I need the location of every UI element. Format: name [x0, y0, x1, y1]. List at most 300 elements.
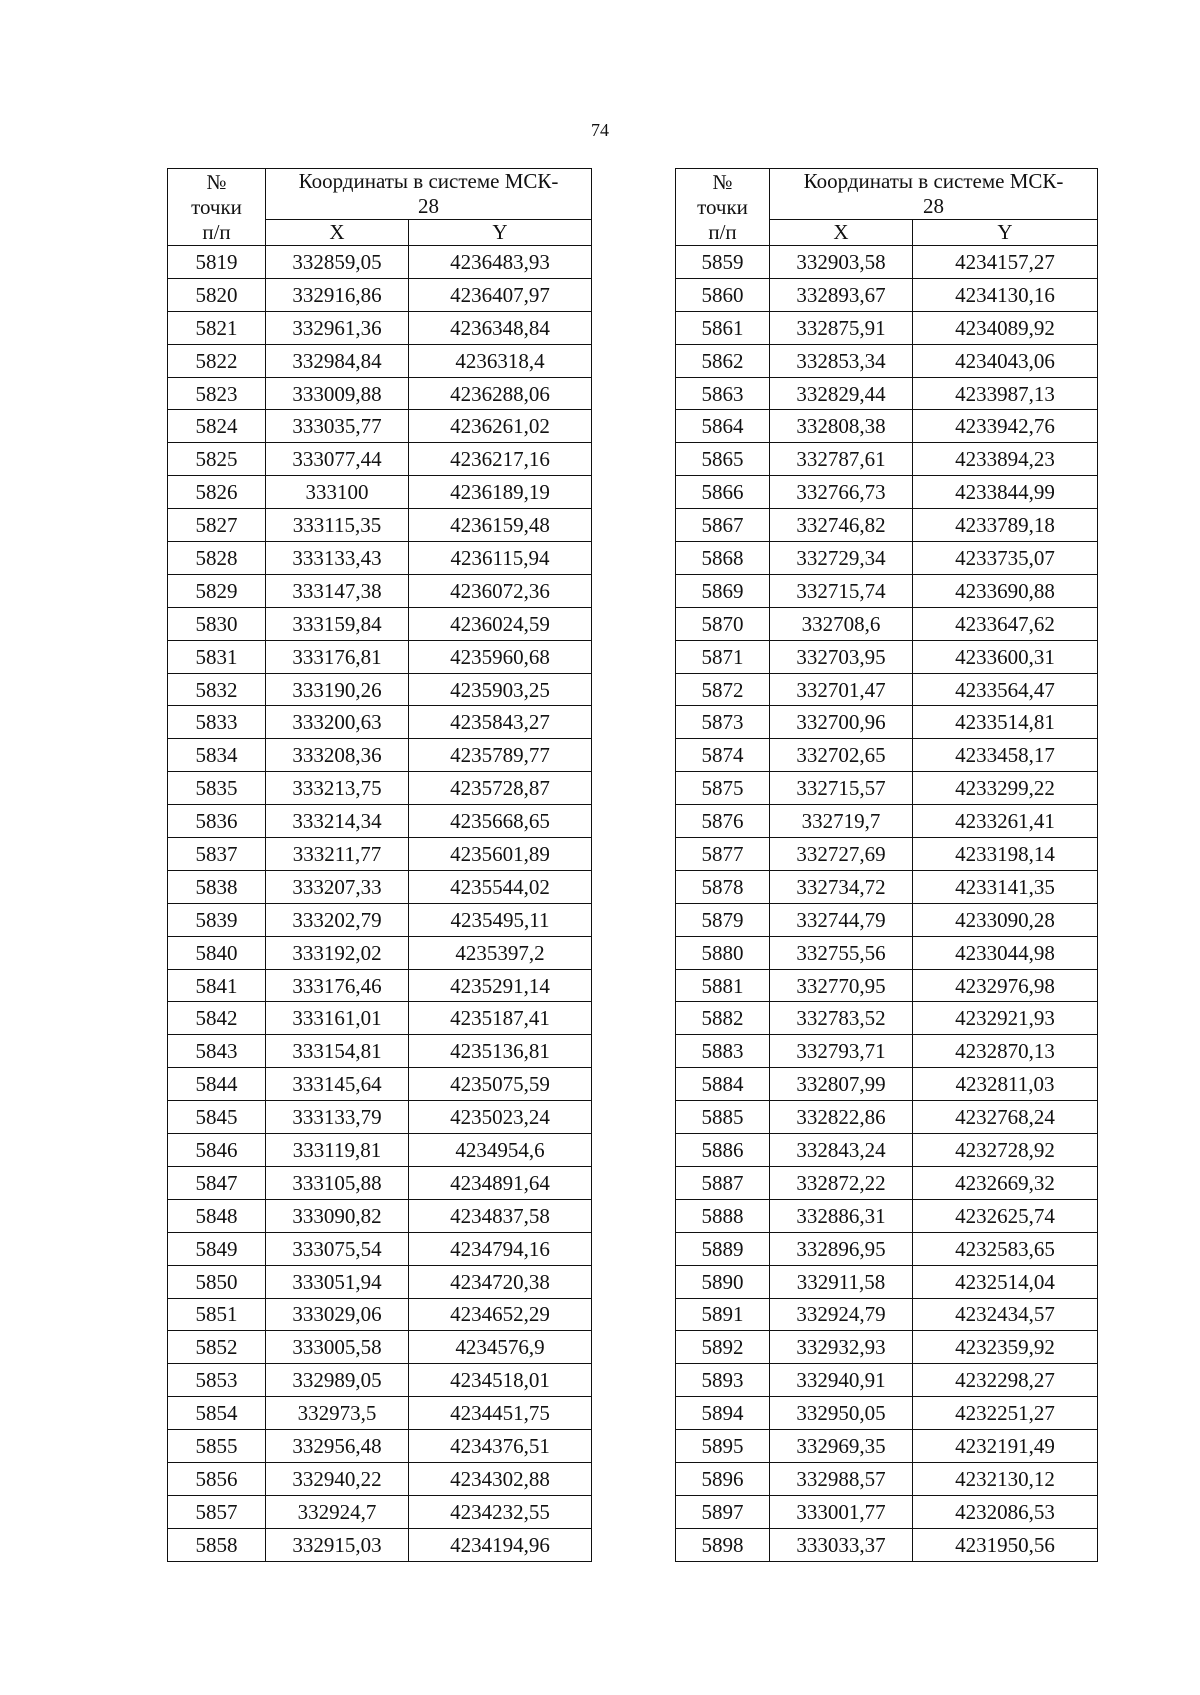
table-row — [168, 903, 592, 936]
point-number-cell: 5847 — [168, 1166, 266, 1199]
point-number-cell: 5834 — [168, 739, 266, 772]
table-row — [676, 640, 1098, 673]
x-coordinate-cell: 333077,44 — [266, 443, 409, 476]
y-coordinate-cell: 4232811,03 — [913, 1068, 1098, 1101]
x-coordinate-cell: 333190,26 — [266, 673, 409, 706]
y-coordinate-cell: 4233090,28 — [913, 903, 1098, 936]
y-coordinate-cell: 4232768,24 — [913, 1101, 1098, 1134]
y-coordinate-cell: 4233261,41 — [913, 805, 1098, 838]
table-row — [676, 1068, 1098, 1101]
x-column-header: X — [266, 220, 409, 246]
point-number-cell: 5830 — [168, 607, 266, 640]
table-row — [168, 476, 592, 509]
table-row — [676, 870, 1098, 903]
table-row — [168, 1232, 592, 1265]
x-coordinate-cell: 332924,79 — [770, 1298, 913, 1331]
x-coordinate-cell: 332793,71 — [770, 1035, 913, 1068]
point-number-cell: 5865 — [676, 443, 770, 476]
point-number-cell: 5857 — [168, 1495, 266, 1528]
point-number-cell: 5896 — [676, 1462, 770, 1495]
table-row — [168, 542, 592, 575]
table-row — [676, 278, 1098, 311]
y-coordinate-cell: 4232514,04 — [913, 1265, 1098, 1298]
table-row — [168, 1528, 592, 1561]
point-number-cell: 5893 — [676, 1364, 770, 1397]
x-coordinate-cell: 333176,81 — [266, 640, 409, 673]
point-number-cell: 5826 — [168, 476, 266, 509]
point-number-cell: 5897 — [676, 1495, 770, 1528]
table-row — [676, 377, 1098, 410]
x-coordinate-cell: 333075,54 — [266, 1232, 409, 1265]
coordinates-header-line: Координаты в системе МСК- — [803, 169, 1064, 193]
y-coordinate-cell: 4235668,65 — [409, 805, 592, 838]
point-number-cell: 5885 — [676, 1101, 770, 1134]
y-column-header: Y — [913, 220, 1098, 246]
coordinates-header-line: Координаты в системе МСК- — [298, 169, 559, 193]
point-number-cell: 5842 — [168, 1002, 266, 1035]
table-row — [676, 739, 1098, 772]
y-coordinate-cell: 4234157,27 — [913, 246, 1098, 279]
x-coordinate-cell: 333200,63 — [266, 706, 409, 739]
x-coordinate-cell: 332715,74 — [770, 574, 913, 607]
x-coordinate-cell: 332822,86 — [770, 1101, 913, 1134]
x-coordinate-cell: 332701,47 — [770, 673, 913, 706]
table-row — [676, 476, 1098, 509]
x-coordinate-cell: 332988,57 — [770, 1462, 913, 1495]
point-number-cell: 5831 — [168, 640, 266, 673]
y-coordinate-cell: 4233141,35 — [913, 870, 1098, 903]
point-number-cell: 5832 — [168, 673, 266, 706]
point-number-cell: 5856 — [168, 1462, 266, 1495]
point-number-cell: 5882 — [676, 1002, 770, 1035]
point-number-cell: 5877 — [676, 838, 770, 871]
table-row — [676, 1528, 1098, 1561]
y-coordinate-cell: 4234576,9 — [409, 1331, 592, 1364]
table-row — [168, 870, 592, 903]
point-number-header-line: п/п — [202, 219, 231, 244]
x-coordinate-cell: 332727,69 — [770, 838, 913, 871]
point-number-cell: 5821 — [168, 311, 266, 344]
point-number-cell: 5884 — [676, 1068, 770, 1101]
y-coordinate-cell: 4236072,36 — [409, 574, 592, 607]
table-row — [168, 278, 592, 311]
x-coordinate-cell: 332729,34 — [770, 542, 913, 575]
x-coordinate-cell: 333090,82 — [266, 1199, 409, 1232]
y-coordinate-cell: 4232728,92 — [913, 1134, 1098, 1167]
point-number-cell: 5827 — [168, 509, 266, 542]
table-row — [168, 574, 592, 607]
table-row — [168, 805, 592, 838]
point-number-cell: 5859 — [676, 246, 770, 279]
y-coordinate-cell: 4235023,24 — [409, 1101, 592, 1134]
point-number-cell: 5823 — [168, 377, 266, 410]
table-row — [168, 673, 592, 706]
y-coordinate-cell: 4234130,16 — [913, 278, 1098, 311]
y-coordinate-cell: 4232359,92 — [913, 1331, 1098, 1364]
y-coordinate-cell: 4236159,48 — [409, 509, 592, 542]
point-number-cell: 5846 — [168, 1134, 266, 1167]
table-row — [168, 509, 592, 542]
table-row — [676, 1035, 1098, 1068]
y-coordinate-cell: 4233844,99 — [913, 476, 1098, 509]
coordinates-table-left — [167, 168, 592, 1562]
point-number-header — [676, 169, 770, 246]
point-number-cell: 5886 — [676, 1134, 770, 1167]
y-coordinate-cell: 4236261,02 — [409, 410, 592, 443]
table-row — [676, 1495, 1098, 1528]
y-coordinate-cell: 4232870,13 — [913, 1035, 1098, 1068]
y-coordinate-cell: 4233514,81 — [913, 706, 1098, 739]
y-coordinate-cell: 4235789,77 — [409, 739, 592, 772]
point-number-cell: 5862 — [676, 344, 770, 377]
point-number-cell: 5878 — [676, 870, 770, 903]
x-coordinate-cell: 333145,64 — [266, 1068, 409, 1101]
point-number-cell: 5855 — [168, 1430, 266, 1463]
table-row — [168, 706, 592, 739]
y-coordinate-cell: 4234376,51 — [409, 1430, 592, 1463]
x-coordinate-cell: 332829,44 — [770, 377, 913, 410]
x-coordinate-cell: 333029,06 — [266, 1298, 409, 1331]
x-coordinate-cell: 332984,84 — [266, 344, 409, 377]
x-coordinate-cell: 332916,86 — [266, 278, 409, 311]
x-coordinate-cell: 333159,84 — [266, 607, 409, 640]
x-coordinate-cell: 332719,7 — [770, 805, 913, 838]
x-coordinate-cell: 332961,36 — [266, 311, 409, 344]
point-number-cell: 5890 — [676, 1265, 770, 1298]
point-number-cell: 5825 — [168, 443, 266, 476]
x-coordinate-cell: 333176,46 — [266, 969, 409, 1002]
y-coordinate-cell: 4233735,07 — [913, 542, 1098, 575]
y-coordinate-cell: 4233299,22 — [913, 772, 1098, 805]
coordinates-header — [770, 169, 1098, 220]
table-row — [168, 838, 592, 871]
x-coordinate-cell: 332950,05 — [770, 1397, 913, 1430]
x-coordinate-cell: 333051,94 — [266, 1265, 409, 1298]
point-number-cell: 5892 — [676, 1331, 770, 1364]
point-number-cell: 5849 — [168, 1232, 266, 1265]
point-number-cell: 5828 — [168, 542, 266, 575]
point-number-cell: 5874 — [676, 739, 770, 772]
point-number-cell: 5883 — [676, 1035, 770, 1068]
y-coordinate-cell: 4234794,16 — [409, 1232, 592, 1265]
table-row — [168, 410, 592, 443]
y-coordinate-cell: 4232625,74 — [913, 1199, 1098, 1232]
point-number-cell: 5873 — [676, 706, 770, 739]
point-number-header-line: точки — [697, 194, 748, 219]
x-coordinate-cell: 332744,79 — [770, 903, 913, 936]
table-row — [676, 1331, 1098, 1364]
x-coordinate-cell: 332911,58 — [770, 1265, 913, 1298]
y-coordinate-cell: 4235728,87 — [409, 772, 592, 805]
point-number-cell: 5895 — [676, 1430, 770, 1463]
y-coordinate-cell: 4231950,56 — [913, 1528, 1098, 1561]
point-number-cell: 5871 — [676, 640, 770, 673]
x-coordinate-cell: 332886,31 — [770, 1199, 913, 1232]
table-row — [676, 1166, 1098, 1199]
y-coordinate-cell: 4233198,14 — [913, 838, 1098, 871]
x-coordinate-cell: 332843,24 — [770, 1134, 913, 1167]
table-row — [168, 640, 592, 673]
x-coordinate-cell: 332896,95 — [770, 1232, 913, 1265]
point-number-cell: 5845 — [168, 1101, 266, 1134]
coordinates-table-right — [675, 168, 1098, 1562]
x-coordinate-cell: 333133,79 — [266, 1101, 409, 1134]
x-coordinate-cell: 332932,93 — [770, 1331, 913, 1364]
point-number-cell: 5894 — [676, 1397, 770, 1430]
y-coordinate-cell: 4236288,06 — [409, 377, 592, 410]
x-coordinate-cell: 332973,5 — [266, 1397, 409, 1430]
point-number-header — [168, 169, 266, 246]
x-coordinate-cell: 332746,82 — [770, 509, 913, 542]
x-coordinate-cell: 332893,67 — [770, 278, 913, 311]
table-row — [168, 1002, 592, 1035]
y-coordinate-cell: 4236189,19 — [409, 476, 592, 509]
table-row — [676, 574, 1098, 607]
x-coordinate-cell: 333133,43 — [266, 542, 409, 575]
x-coordinate-cell: 333208,36 — [266, 739, 409, 772]
table-row — [168, 739, 592, 772]
coordinates-header-line: 28 — [418, 194, 439, 218]
point-number-cell: 5864 — [676, 410, 770, 443]
table-row — [676, 1462, 1098, 1495]
point-number-cell: 5868 — [676, 542, 770, 575]
y-coordinate-cell: 4232130,12 — [913, 1462, 1098, 1495]
table-row — [676, 410, 1098, 443]
table-row — [168, 772, 592, 805]
point-number-header-line: № — [206, 169, 227, 194]
y-coordinate-cell: 4234194,96 — [409, 1528, 592, 1561]
x-coordinate-cell: 333001,77 — [770, 1495, 913, 1528]
point-number-cell: 5836 — [168, 805, 266, 838]
table-row — [676, 1364, 1098, 1397]
x-coordinate-cell: 333115,35 — [266, 509, 409, 542]
x-coordinate-cell: 333154,81 — [266, 1035, 409, 1068]
table-row — [676, 936, 1098, 969]
x-coordinate-cell: 332969,35 — [770, 1430, 913, 1463]
x-coordinate-cell: 333105,88 — [266, 1166, 409, 1199]
y-coordinate-cell: 4235960,68 — [409, 640, 592, 673]
point-number-cell: 5881 — [676, 969, 770, 1002]
point-number-cell: 5866 — [676, 476, 770, 509]
y-coordinate-cell: 4232669,32 — [913, 1166, 1098, 1199]
y-coordinate-cell: 4234720,38 — [409, 1265, 592, 1298]
y-coordinate-cell: 4235397,2 — [409, 936, 592, 969]
x-coordinate-cell: 333119,81 — [266, 1134, 409, 1167]
point-number-cell: 5848 — [168, 1199, 266, 1232]
point-number-cell: 5837 — [168, 838, 266, 871]
y-coordinate-cell: 4234451,75 — [409, 1397, 592, 1430]
x-coordinate-cell: 332807,99 — [770, 1068, 913, 1101]
coordinates-header — [266, 169, 592, 220]
table-row — [168, 1364, 592, 1397]
table-row — [168, 969, 592, 1002]
point-number-header-line: № — [712, 169, 733, 194]
table-row — [168, 344, 592, 377]
y-coordinate-cell: 4233044,98 — [913, 936, 1098, 969]
y-coordinate-cell: 4236115,94 — [409, 542, 592, 575]
point-number-cell: 5898 — [676, 1528, 770, 1561]
point-number-cell: 5843 — [168, 1035, 266, 1068]
point-number-cell: 5838 — [168, 870, 266, 903]
y-coordinate-cell: 4236024,59 — [409, 607, 592, 640]
y-coordinate-cell: 4234302,88 — [409, 1462, 592, 1495]
y-coordinate-cell: 4232976,98 — [913, 969, 1098, 1002]
y-coordinate-cell: 4233600,31 — [913, 640, 1098, 673]
x-coordinate-cell: 333005,58 — [266, 1331, 409, 1364]
y-coordinate-cell: 4233647,62 — [913, 607, 1098, 640]
table-header — [676, 169, 1098, 246]
point-number-cell: 5854 — [168, 1397, 266, 1430]
y-coordinate-cell: 4235136,81 — [409, 1035, 592, 1068]
table-row — [168, 1397, 592, 1430]
table-row — [676, 344, 1098, 377]
x-coordinate-cell: 332872,22 — [770, 1166, 913, 1199]
point-number-cell: 5853 — [168, 1364, 266, 1397]
point-number-cell: 5891 — [676, 1298, 770, 1331]
y-coordinate-cell: 4235903,25 — [409, 673, 592, 706]
x-coordinate-cell: 332766,73 — [770, 476, 913, 509]
y-coordinate-cell: 4233690,88 — [913, 574, 1098, 607]
page-number: 74 — [591, 120, 609, 140]
table-row — [676, 443, 1098, 476]
y-coordinate-cell: 4236217,16 — [409, 443, 592, 476]
x-coordinate-cell: 332703,95 — [770, 640, 913, 673]
point-number-cell: 5850 — [168, 1265, 266, 1298]
y-coordinate-cell: 4232434,57 — [913, 1298, 1098, 1331]
x-coordinate-cell: 332708,6 — [770, 607, 913, 640]
table-row — [676, 1002, 1098, 1035]
table-row — [168, 1430, 592, 1463]
x-coordinate-cell: 333161,01 — [266, 1002, 409, 1035]
table-row — [676, 838, 1098, 871]
y-coordinate-cell: 4232086,53 — [913, 1495, 1098, 1528]
point-number-cell: 5833 — [168, 706, 266, 739]
y-coordinate-cell: 4236407,97 — [409, 278, 592, 311]
point-number-cell: 5872 — [676, 673, 770, 706]
point-number-cell: 5819 — [168, 246, 266, 279]
y-coordinate-cell: 4236318,4 — [409, 344, 592, 377]
x-coordinate-cell: 332787,61 — [770, 443, 913, 476]
coordinates-header-line: 28 — [923, 194, 944, 218]
table-body — [676, 246, 1098, 1562]
y-coordinate-cell: 4235075,59 — [409, 1068, 592, 1101]
y-coordinate-cell: 4234652,29 — [409, 1298, 592, 1331]
y-coordinate-cell: 4233987,13 — [913, 377, 1098, 410]
point-number-cell: 5869 — [676, 574, 770, 607]
y-coordinate-cell: 4232191,49 — [913, 1430, 1098, 1463]
table-row — [676, 706, 1098, 739]
point-number-cell: 5863 — [676, 377, 770, 410]
y-coordinate-cell: 4233789,18 — [913, 509, 1098, 542]
y-coordinate-cell: 4232298,27 — [913, 1364, 1098, 1397]
table-row — [676, 607, 1098, 640]
point-number-cell: 5841 — [168, 969, 266, 1002]
table-row — [676, 509, 1098, 542]
y-coordinate-cell: 4233894,23 — [913, 443, 1098, 476]
point-number-cell: 5870 — [676, 607, 770, 640]
x-coordinate-cell: 333192,02 — [266, 936, 409, 969]
x-coordinate-cell: 333213,75 — [266, 772, 409, 805]
x-coordinate-cell: 333207,33 — [266, 870, 409, 903]
y-coordinate-cell: 4235187,41 — [409, 1002, 592, 1035]
table-header — [168, 169, 592, 246]
x-coordinate-cell: 333211,77 — [266, 838, 409, 871]
y-coordinate-cell: 4232251,27 — [913, 1397, 1098, 1430]
table-row — [676, 1298, 1098, 1331]
x-coordinate-cell: 332956,48 — [266, 1430, 409, 1463]
x-coordinate-cell: 332989,05 — [266, 1364, 409, 1397]
x-coordinate-cell: 332770,95 — [770, 969, 913, 1002]
table-row — [676, 1265, 1098, 1298]
point-number-cell: 5876 — [676, 805, 770, 838]
x-coordinate-cell: 332700,96 — [770, 706, 913, 739]
x-coordinate-cell: 332915,03 — [266, 1528, 409, 1561]
table-row — [676, 311, 1098, 344]
table-row — [168, 1495, 592, 1528]
point-number-cell: 5851 — [168, 1298, 266, 1331]
point-number-cell: 5875 — [676, 772, 770, 805]
table-row — [168, 311, 592, 344]
x-coordinate-cell: 333035,77 — [266, 410, 409, 443]
table-row — [676, 903, 1098, 936]
x-coordinate-cell: 332808,38 — [770, 410, 913, 443]
x-coordinate-cell: 333033,37 — [770, 1528, 913, 1561]
table-row — [168, 1166, 592, 1199]
table-row — [676, 1199, 1098, 1232]
table-row — [676, 673, 1098, 706]
point-number-cell: 5839 — [168, 903, 266, 936]
table-row — [168, 1331, 592, 1364]
x-coordinate-cell: 332875,91 — [770, 311, 913, 344]
x-coordinate-cell: 332755,56 — [770, 936, 913, 969]
x-coordinate-cell: 332853,34 — [770, 344, 913, 377]
point-number-cell: 5860 — [676, 278, 770, 311]
point-number-header-line: п/п — [708, 219, 737, 244]
table-row — [676, 805, 1098, 838]
x-coordinate-cell: 332702,65 — [770, 739, 913, 772]
y-coordinate-cell: 4234043,06 — [913, 344, 1098, 377]
table-row — [168, 607, 592, 640]
x-coordinate-cell: 332940,22 — [266, 1462, 409, 1495]
table-row — [168, 377, 592, 410]
point-number-cell: 5852 — [168, 1331, 266, 1364]
y-coordinate-cell: 4234891,64 — [409, 1166, 592, 1199]
table-row — [676, 1430, 1098, 1463]
y-coordinate-cell: 4234089,92 — [913, 311, 1098, 344]
x-coordinate-cell: 332924,7 — [266, 1495, 409, 1528]
table-row — [168, 1462, 592, 1495]
y-coordinate-cell: 4234837,58 — [409, 1199, 592, 1232]
table-row — [676, 1134, 1098, 1167]
y-coordinate-cell: 4233564,47 — [913, 673, 1098, 706]
table-row — [168, 246, 592, 279]
x-coordinate-cell: 332715,57 — [770, 772, 913, 805]
y-coordinate-cell: 4232583,65 — [913, 1232, 1098, 1265]
y-coordinate-cell: 4235291,14 — [409, 969, 592, 1002]
point-number-cell: 5822 — [168, 344, 266, 377]
y-coordinate-cell: 4233458,17 — [913, 739, 1098, 772]
x-coordinate-cell: 333202,79 — [266, 903, 409, 936]
point-number-cell: 5889 — [676, 1232, 770, 1265]
y-coordinate-cell: 4235843,27 — [409, 706, 592, 739]
table-row — [676, 772, 1098, 805]
table-row — [168, 1199, 592, 1232]
y-coordinate-cell: 4235544,02 — [409, 870, 592, 903]
y-coordinate-cell: 4234954,6 — [409, 1134, 592, 1167]
x-coordinate-cell: 332940,91 — [770, 1364, 913, 1397]
y-coordinate-cell: 4236483,93 — [409, 246, 592, 279]
point-number-cell: 5820 — [168, 278, 266, 311]
